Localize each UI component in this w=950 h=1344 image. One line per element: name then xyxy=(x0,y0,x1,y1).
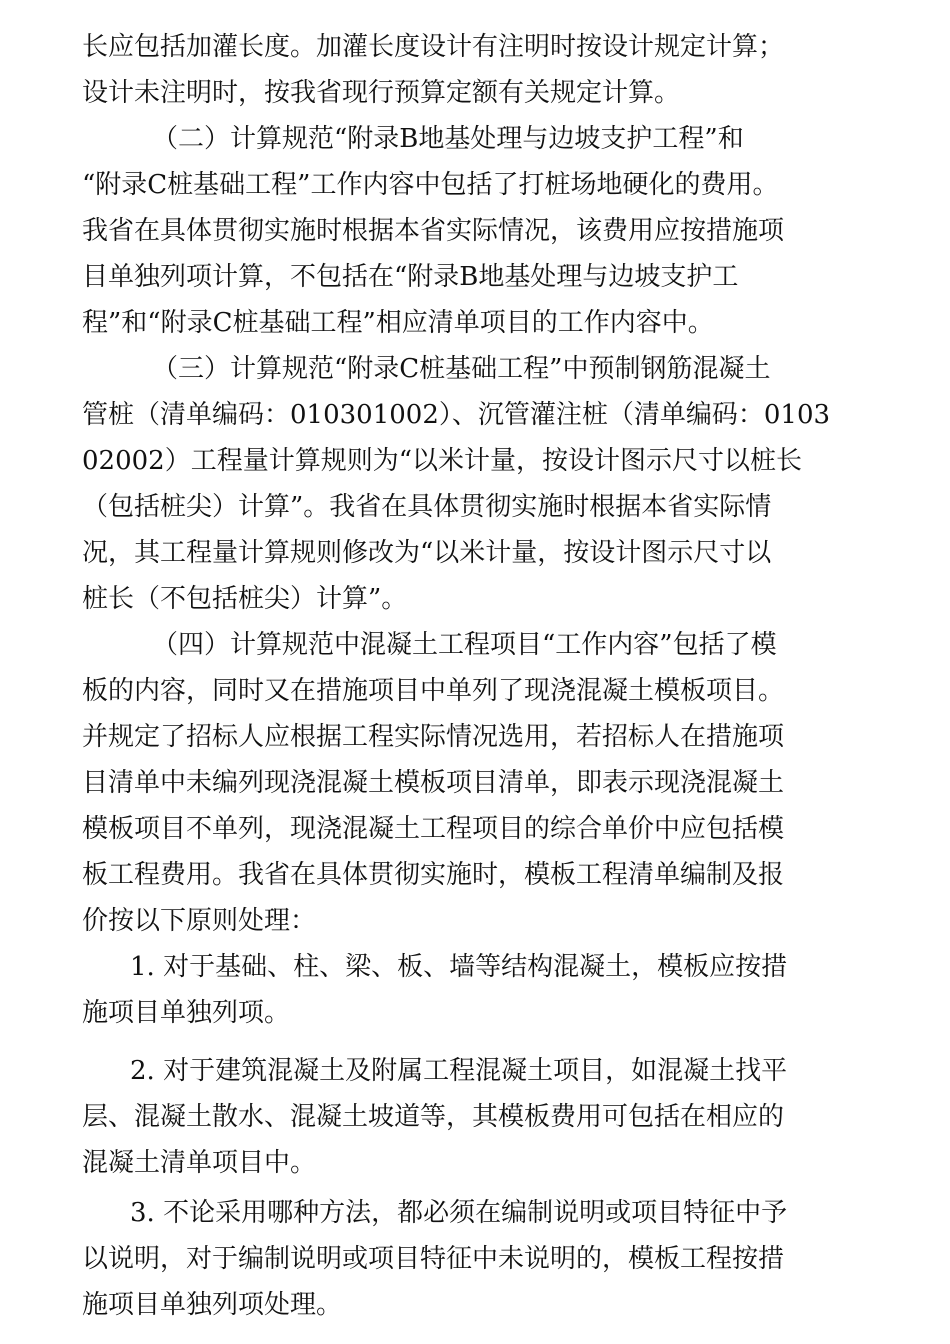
section-4-paragraph xyxy=(82,626,872,940)
section-2-paragraph xyxy=(82,120,872,342)
text-line: 我省在具体贯彻实施时根据本省实际情况，该费用应按措施项 xyxy=(82,216,785,246)
list-item-2 xyxy=(82,1052,872,1182)
text-line: 板工程费用。我省在具体贯彻实施时，模板工程清单编制及报 xyxy=(82,860,785,890)
text-line: 板的内容，同时又在措施项目中单列了现浇混凝土模板项目。 xyxy=(82,676,785,706)
list-item-line: 3. 不论采用哪种方法，都必须在编制说明或项目特征中予 xyxy=(130,1198,788,1228)
text-line: 程”和“附录C桩基础工程”相应清单项目的工作内容中。 xyxy=(82,308,714,338)
section-heading-line: （三）计算规范“附录C桩基础工程”中预制钢筋混凝土 xyxy=(152,354,771,384)
text-line: 施项目单独列项处理。 xyxy=(82,1290,343,1320)
intro-paragraph xyxy=(82,28,872,112)
text-line: 桩长（不包括桩尖）计算”。 xyxy=(82,584,408,614)
text-line: 施项目单独列项。 xyxy=(82,998,291,1028)
list-item-1 xyxy=(82,948,872,1032)
document-page xyxy=(82,28,872,1324)
text-line: 以说明，对于编制说明或项目特征中未说明的，模板工程按措 xyxy=(82,1244,785,1274)
text-line: 长应包括加灌长度。加灌长度设计有注明时按设计规定计算； xyxy=(82,32,785,62)
section-heading-line: （四）计算规范中混凝土工程项目“工作内容”包括了模 xyxy=(152,630,777,660)
text-line: 设计未注明时，按我省现行预算定额有关规定计算。 xyxy=(82,78,681,108)
section-3-paragraph xyxy=(82,350,872,618)
text-line: 况，其工程量计算规则修改为“以米计量，按设计图示尺寸以 xyxy=(82,538,772,568)
text-line: （包括桩尖）计算”。我省在具体贯彻实施时根据本省实际情 xyxy=(82,492,772,522)
section-heading-line: （二）计算规范“附录B地基处理与边坡支护工程”和 xyxy=(152,124,744,154)
text-line: 混凝土清单项目中。 xyxy=(82,1148,317,1178)
text-line: 并规定了招标人应根据工程实际情况选用，若招标人在措施项 xyxy=(82,722,785,752)
text-line: “附录C桩基础工程”工作内容中包括了打桩场地硬化的费用。 xyxy=(82,170,779,200)
text-line: 模板项目不单列，现浇混凝土工程项目的综合单价中应包括模 xyxy=(82,814,785,844)
text-line: 价按以下原则处理： xyxy=(82,906,317,936)
text-line: 目清单中未编列现浇混凝土模板项目清单，即表示现浇混凝土 xyxy=(82,768,785,798)
list-item-line: 1. 对于基础、柱、梁、板、墙等结构混凝土，模板应按措 xyxy=(130,952,788,982)
text-line: 层、混凝土散水、混凝土坡道等，其模板费用可包括在相应的 xyxy=(82,1102,785,1132)
list-item-3 xyxy=(82,1194,872,1324)
text-line: 目单独列项计算，不包括在“附录B地基处理与边坡支护工 xyxy=(82,262,739,292)
text-line: 管桩（清单编码：010301002）、沉管灌注桩（清单编码：0103 xyxy=(82,400,831,430)
text-line: 02002）工程量计算规则为“以米计量，按设计图示尺寸以桩长 xyxy=(82,446,803,476)
list-item-line: 2. 对于建筑混凝土及附属工程混凝土项目，如混凝土找平 xyxy=(130,1056,788,1086)
